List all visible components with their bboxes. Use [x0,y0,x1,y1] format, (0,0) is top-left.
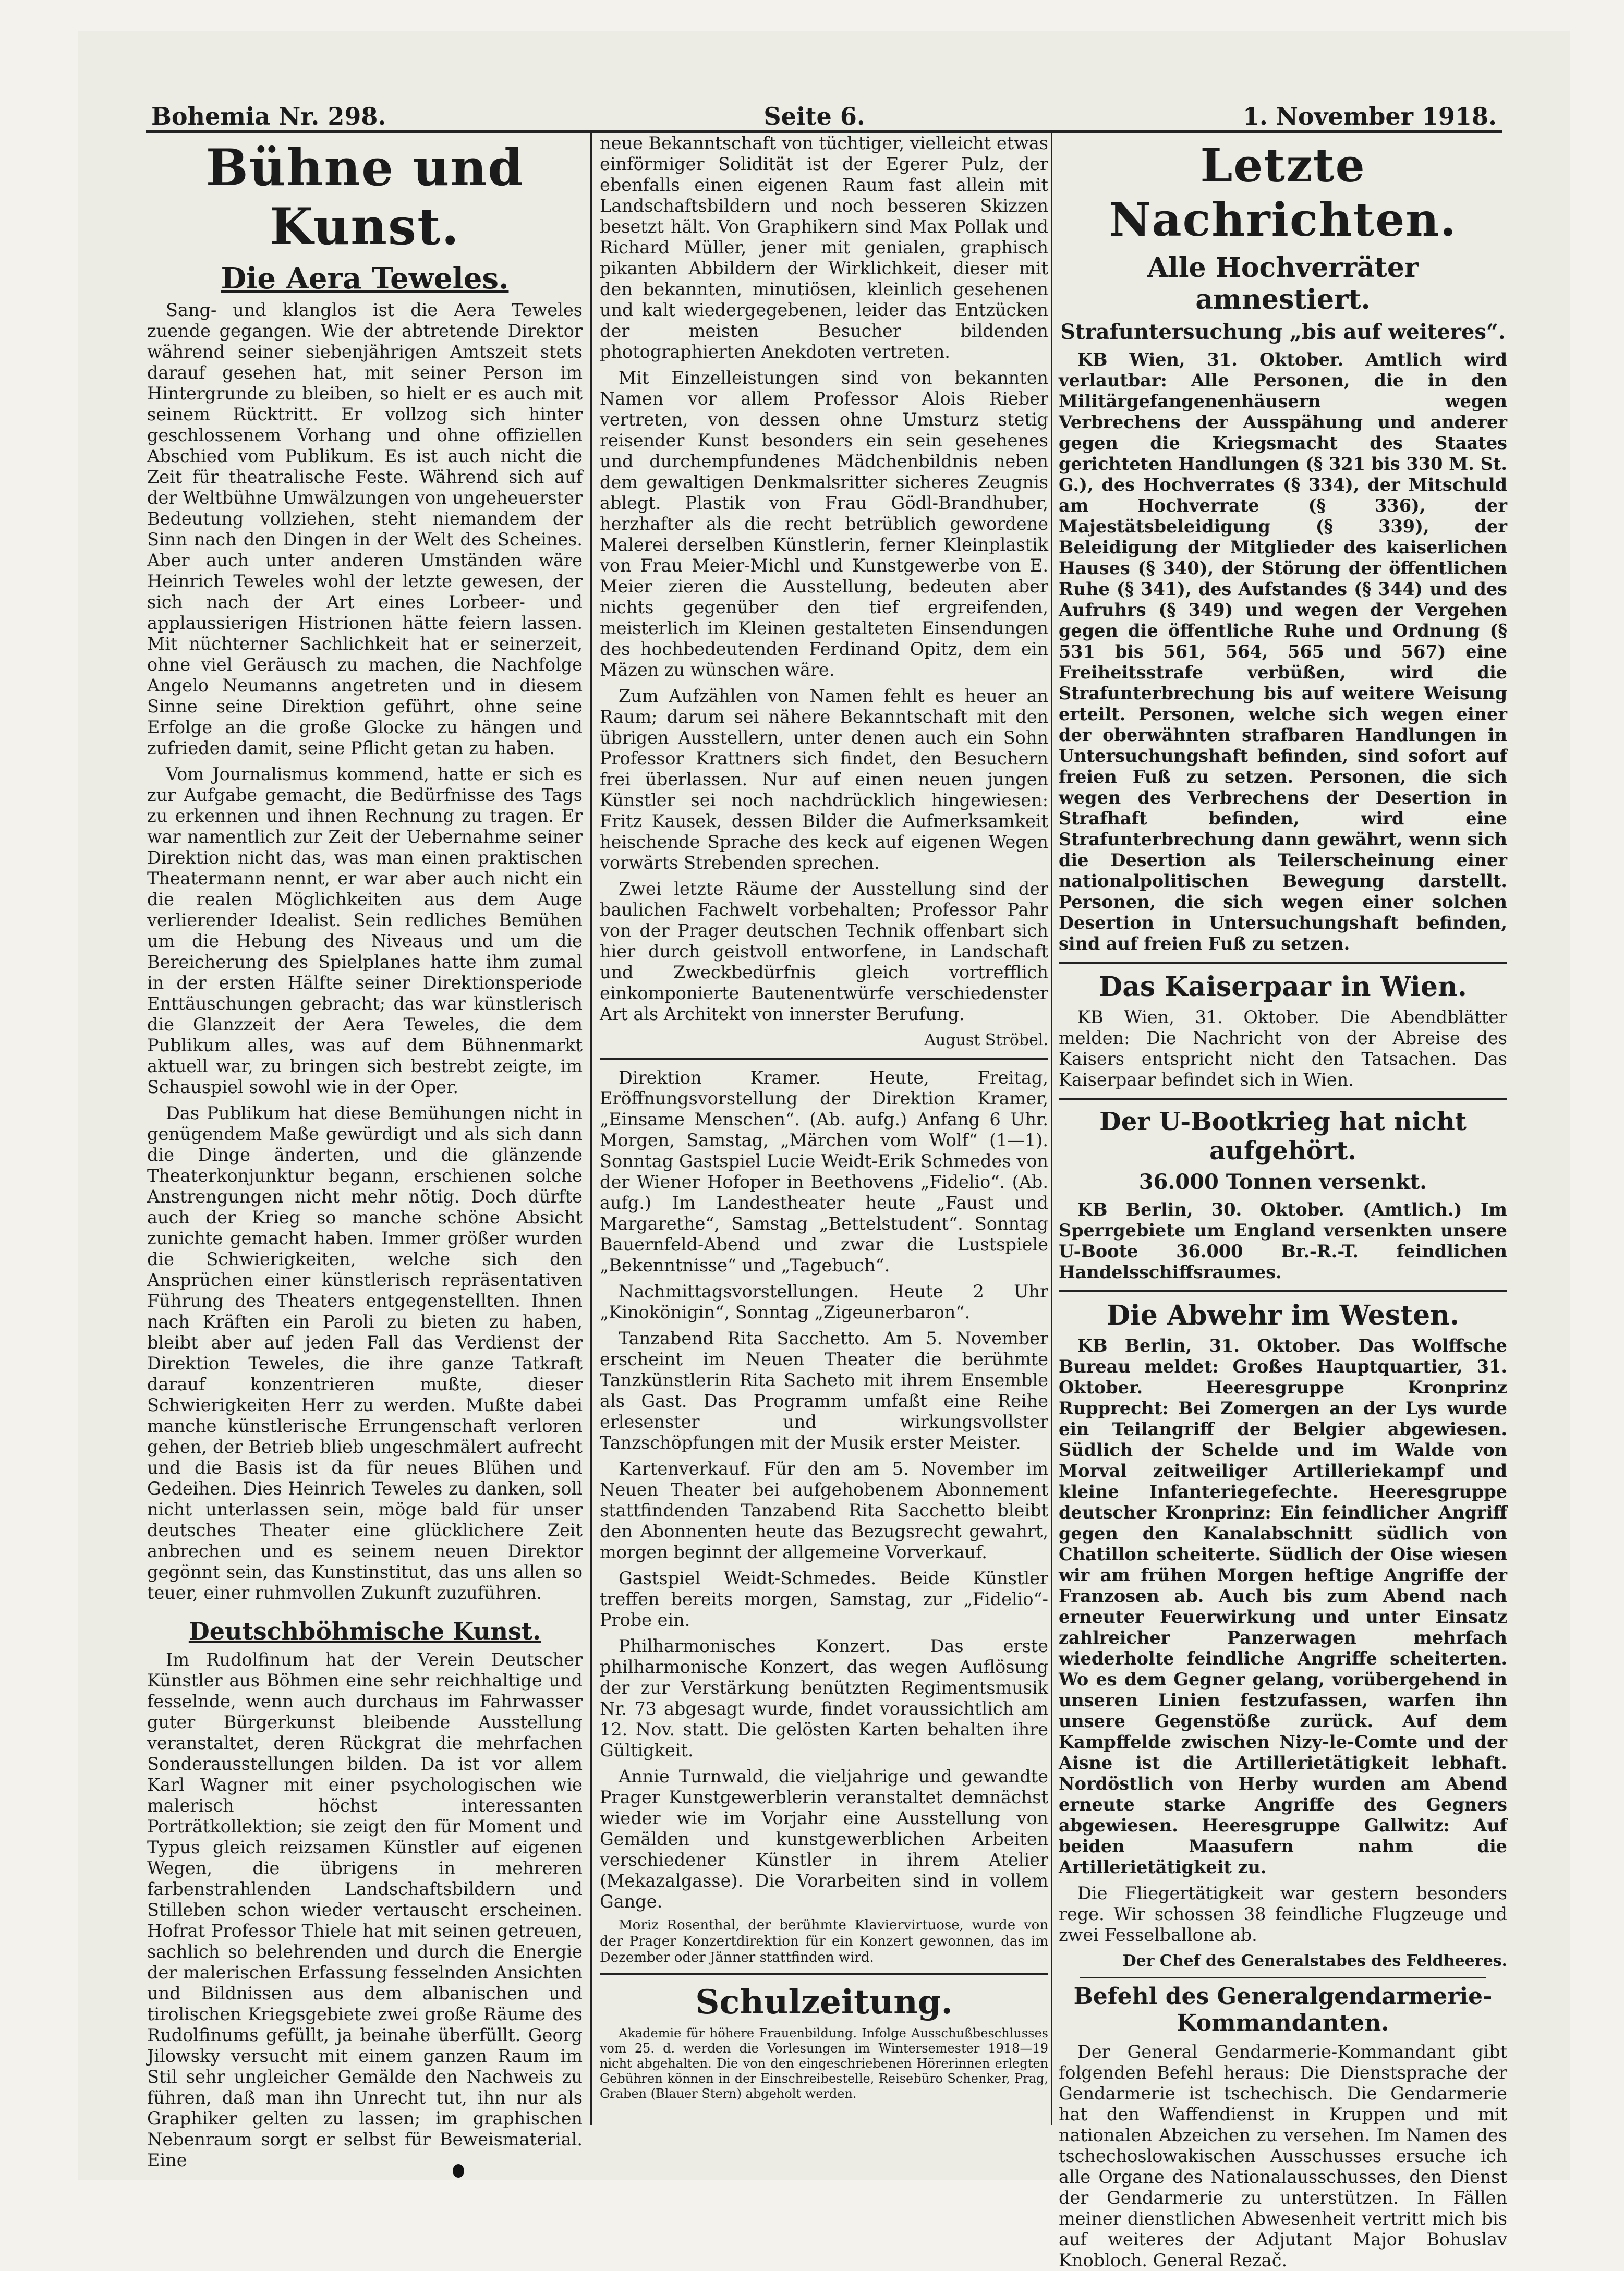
article-paragraph: Das Publikum hat diese Bemühungen nicht in genügendem Maße gewürdigt und als sich dann die Dinge änderten, und die glänzende Theaterkonjunktur begann, erschienen solche Anstrengungen nicht mehr nötig. Doch dürfte auch der Krieg so manche schöne Absicht zunichte gemacht haben. Immer größer wurden die Schwierigkeiten, welche sich den Ansprüchen einer künstlerisch repräsentativen Führung des Theaters entgegenstellten. Ihnen nach Kräften ein Paroli zu bieten zu haben, bleibt aber auf jeden Fall das Verdienst der Direktion Teweles, die ihre ganze Tatkraft darauf konzentrieren mußte, dieser Schwierigkeiten Herr zu werden. Mußte dabei manche künstlerische Errungenschaft verloren gehen, der Betrieb blieb ungeschmälert aufrecht und die Basis ist da für neues Blühen und Gedeihen. Dies Heinrich Teweles zu danken, soll nicht unterlassen sein, möge bald für unser deutsches Theater eine glücklichere Zeit anbrechen und es seinem neuen Direktor gegönnt sein, das Kunstinstitut, das uns allen so teuer, einer ruhmvollen Zukunft zuzuführen. [147,1103,583,1603]
theater-notice-small: Moriz Rosenthal, der berühmte Klaviervirtuose, wurde von der Prager Konzertdirektion für ein Konzert gewonnen, das im Dezember oder Jänner stattfinden wird. [600,1917,1048,1965]
column-left [147,133,583,2170]
article-title-u-bootkrieg: Der U-Bootkrieg hat nicht aufgehört. [1099,1107,1467,1165]
column-right [1059,133,1507,2270]
separator [1080,1977,1486,1978]
article-title-kaiserpaar: Das Kaiserpaar in Wien. [1099,971,1467,1003]
article-paragraph: Im Rudolfinum hat der Verein Deutscher Künstler aus Böhmen eine sehr reichhaltige und fesselnde, wenn auch durchaus im Fahrwasser guter Bürgerkunst bleibende Ausstellung veranstaltet, deren Rückgrat die mehrfachen Sonderausstellungen bilden. Da ist vor allem Karl Wagner mit einer psychologischen wie malerisch höchst interessanten Porträtkollektion; sie zeigt den für Moment und Typus gleich reizsamen Künstler auf eigenen Wegen, die übrigens in mehreren farbenstrahlenden Landschaftsbildern und Stilleben schon wieder vertauscht erscheinen. Hofrat Professor Thiele hat mit seinen getreuen, sachlich so belehrenden und durch die Energie der malerischen Erfassung fesselnden Ansichten und Bildnissen aus dem albanischen und tirolischen Kriegsgebiete zwei große Räume des Rudolfinums gefüllt, ja beinahe überfüllt. Georg Jilowsky versucht mit einem ganzen Raum im Stil sehr ungleicher Gemälde den Nachweis zu führen, daß man ihn Unrecht tut, ihn nur als Graphiker gelten zu lassen; im graphischen Nebenraum sorgt er selbst für Beweismaterial. Eine [147,1649,583,2170]
article-paragraph: KB Wien, 31. Oktober. Die Abendblätter melden: Die Nachricht von der Abreise des Kaisers entspricht nicht den Tatsachen. Das Kaiserpaar befindet sich in Wien. [1059,1007,1507,1090]
theater-notice: Tanzabend Rita Sacchetto. Am 5. November erscheint im Neuen Theater die berühmte Tanzkünstlerin Rita Sacheto mit ihrem Ensemble als Gast. Das Programm umfaßt eine Reihe erlesenster und wirkungsvollster Tanzschöpfungen mit der Musik erster Meister. [600,1328,1048,1453]
article-paragraph: Zum Aufzählen von Namen fehlt es heuer an Raum; darum sei nähere Bekanntschaft mit den übrigen Ausstellern, unter denen auch ein Sohn Professor Krattners sich findet, den Besuchern frei überlassen. Nur auf einen neuen jungen Künstler sei noch nachdrücklich hingewiesen: Fritz Kausek, dessen Bilder die Aufmerksamkeit heischende Sprache des keck auf eigenen Wegen vorwärts Strebenden sprechen. [600,686,1048,873]
article-paragraph: Mit Einzelleistungen sind von bekannten Namen vor allem Professor Alois Rieber vertreten, von dessen ohne Umsturz stetig reisender Kunst besonders ein sein gesehenes und durchempfundenes Mädchenbildnis neben dem gewaltigen Denkmalsritter sicheres Zeugnis ablegt. Plastik von Frau Gödl-Brandhuber, herzhafter als die recht betrüblich gewordene Malerei derselben Künstlerin, ferner Kleinplastik von Frau Meier-Michl und Kunstgewerbe von E. Meier zieren die Ausstellung, bedeuten aber nichts gegenüber den tief ergreifenden, meisterlich im Kleinen gestalteten Einsendungen des hochbedeutenden Ferdinand Opitz, dem ein Mäzen zu wünschen wäre. [600,368,1048,680]
column-middle [600,133,1048,2104]
theater-notice: Gastspiel Weidt-Schmedes. Beide Künstler treffen bereits morgen, Samstag, zur „Fidelio“-Probe ein. [600,1568,1048,1630]
column-rule-2 [1051,133,1052,2125]
school-notice: Akademie für höhere Frauenbildung. Infolge Ausschußbeschlusses vom 25. d. werden die Vorlesungen im Wintersemester 1918—19 nicht abgehalten. Die von den eingeschriebenen Hörerinnen erlegten Gebühren können in der Einschreibestelle, Reisebüro Schenker, Prag, Graben (Blauer Stern) abgeholt werden. [600,2026,1048,2101]
author-signature: August Ströbel. [924,1031,1048,1049]
article-paragraph: KB Berlin, 31. Oktober. Das Wolffsche Bureau meldet: Großes Hauptquartier, 31. Oktober. Heeresgruppe Kronprinz Rupprecht: Bei Zomergen an der Lys wurde ein Teilangriff der Belgier abgewiesen. Südlich der Schelde und im Walde von Morval zeitweiliger Artilleriekampf und kleine Infanteriegefechte. Heeresgruppe deutscher Kronprinz: Ein feindlicher Angriff gegen den Kanalabschnitt südlich von Chatillon scheiterte. Südlich der Oise wiesen wir am frühen Morgen heftige Angriffe der Franzosen ab. Auch bis zum Abend nach erneuter Feuerwirkung und unter Einsatz zahlreicher Panzerwagen mehrfach wiederholte feindliche Angriffe scheiterten. Wo es dem Gegner gelang, vorübergehend in unseren Linien festzufassen, warfen ihn unsere Gegenstöße zurück. Auf dem Kampffelde zwischen Nizy-le-Comte und der Aisne ist die Artillerietätigkeit lebhaft. Nordöstlich von Herby wurden am Abend erneute starke Angriffe des Gegners abgewiesen. Heeresgruppe Gallwitz: Auf beiden Maasufern nahm die Artillerietätigkeit zu. [1059,1335,1507,1877]
ink-spot [453,2164,464,2178]
article-title-aera-teweles: Die Aera Teweles. [221,261,509,296]
article-paragraph: Vom Journalismus kommend, hatte er sich es zur Aufgabe gemacht, die Bedürfnisse des Tags zu erkennen und ihnen Rechnung zu tragen. Er war namentlich zur Zeit der Uebernahme seiner Direktion nicht das, was man einen praktischen Theatermann nennt, er war aber auch nicht ein die realen Möglichkeiten aus dem Auge verlierender Idealist. Sein redliches Bemühen um die Hebung des Niveaus und um die Bereicherung des Spielplanes hatte ihm zumal in der ersten Hälfte seiner Direktionsperiode Enttäuschungen gebracht; das war künstlerisch die Glanzzeit der Aera Teweles, die dem Publikum alles, was auf dem Bühnenmarkt aktuell war, zu bringen sich bestrebt zeigte, im Schauspiel sowohl wie in der Oper. [147,764,583,1097]
article-paragraph: KB Berlin, 30. Oktober. (Amtlich.) Im Sperrgebiete um England versenkten unsere U-Boote 36.000 Br.-R.-T. feindlichen Handelsschiffsraumes. [1059,1199,1507,1282]
column-rule-1 [590,133,592,2125]
theater-notice: Nachmittagsvorstellungen. Heute 2 Uhr „Kinokönigin“, Sonntag „Zigeunerbaron“. [600,1281,1048,1322]
article-title-amnestie: Alle Hochverräter amnestiert. [1147,252,1419,315]
issue-number: Bohemia Nr. 298. [151,102,386,130]
article-paragraph: KB Wien, 31. Oktober. Amtlich wird verlautbar: Alle Personen, die in den Militärgefangenenhäusern wegen Verbrechens der Ausspähung und anderer gegen die Kriegsmacht des Staates gerichteten Handlungen (§ 321 bis 330 M. St. G.), des Hochverrates (§ 334), der Mitschuld am Hochverrate (§ 336), der Majestätsbeleidigung (§ 339), der Beleidigung der Mitglieder des kaiserlichen Hauses (§ 340), der Störung der öffentlichen Ruhe (§ 341), des Aufstandes (§ 344) und des Aufruhrs (§ 349) und wegen der Vergehen gegen die öffentliche Ruhe und Ordnung (§ 531 bis 561, 564, 565 und 567) eine Freiheitsstrafe verbüßen, wird die Strafunterbrechung bis auf weitere Weisung erteilt. Personen, welche sich wegen einer der oberwähnten strafbaren Handlungen in Untersuchungshaft befinden, sind sofort auf freien Fuß zu setzen. Personen, die sich wegen des Verbrechens der Desertion in Strafhaft befinden, wird eine Strafunterbrechung dann gewährt, wenn sich die Desertion als Teilerscheinung einer nationalpolitischen Bewegung darstellt. Personen, die sich wegen einer solchen Desertion in Untersuchungshaft befinden, sind auf freien Fuß zu setzen. [1059,349,1507,954]
theater-notice: Kartenverkauf. Für den am 5. November im Neuen Theater bei aufgehobenem Abonnement stattfindenden Tanzabend Rita Sacchetto bleibt den Abonnenten heute das Bezugsrecht gewahrt, morgen beginnt der allgemeine Vorverkauf. [600,1459,1048,1562]
section-heading-letzte-nachrichten: Letzte Nachrichten. [1109,138,1457,247]
section-heading-schulzeitung: Schulzeitung. [695,1983,953,2022]
article-title-gendarmerie: Befehl des Generalgendarmerie-Kommandanten. [1073,1983,1493,2036]
separator [600,1973,1048,1975]
page-number: Seite 6. [763,102,865,130]
article-paragraph: Die Fliegertätigkeit war gestern besonders rege. Wir schossen 38 feindliche Flugzeuge und zwei Fesselballone ab. [1059,1883,1507,1945]
article-subtitle-amnestie: Strafuntersuchung „bis auf weiteres“. [1060,320,1506,344]
theater-notice: Annie Turnwald, die vieljahrige und gewandte Prager Kunstgewerblerin veranstaltet demnächst wieder wie im Vorjahr eine Ausstellung von Gemälden und kunstgewerblichen Arbeiten verschiedener Künstler in ihrem Atelier (Mekazalgasse). Die Vorarbeiten sind in vollem Gange. [600,1766,1048,1912]
article-paragraph: Sang- und klanglos ist die Aera Teweles zuende gegangen. Wie der abtretende Direktor während seiner siebenjährigen Amtszeit stets darauf gesehen hat, mit seiner Person im Hintergrunde zu bleiben, so hielt er es auch mit seinem Rücktritt. Er vollzog sich hinter geschlossenem Vorhang und ohne offiziellen Abschied vom Publikum. Es ist auch nicht die Zeit für theatralische Feste. Während sich auf der Weltbühne Umwälzungen von ungeheuerster Bedeutung vollziehen, steht niemandem der Sinn nach den Dingen in der Welt des Scheines. Aber auch unter anderen Umständen wäre Heinrich Teweles wohl der letzte gewesen, der sich nach der Art eines Lorbeer- und applaussierigen Histrionen hätte feiern lassen. Mit nüchterner Sachlichkeit hat er seinerzeit, ohne viel Geräusch zu machen, die Nachfolge Angelo Neumanns angetreten und in diesem Sinne seine Direktion geführt, ohne seine Erfolge an die große Glocke zu hängen und zufrieden damit, seine Pflicht getan zu haben. [147,300,583,758]
article-paragraph: Der General Gendarmerie-Kommandant gibt folgenden Befehl heraus: Die Dienstsprache der Gendarmerie ist tschechisch. Die Gendarmerie hat den Waffendienst in Kruppen und mit nationalen Abzeichen zu versehen. Im Namen des tschechoslowakischen Ausschusses ersuche ich alle Organe des Nationalausschusses, den Dienst der Gendarmerie zu unterstützen. In Fällen meiner dienstlichen Abwesenheit vertritt mich bis auf weiteres der Adjutant Major Bohuslav Knobloch. General Rezač. [1059,2042,1507,2270]
section-heading-buehne: Bühne und Kunst. [205,138,524,256]
page-header [151,83,1497,130]
article-subtitle-u-bootkrieg: 36.000 Tonnen versenkt. [1138,1170,1427,1194]
separator [600,1058,1048,1060]
article-title-deutschboehmische-kunst: Deutschböhmische Kunst. [188,1617,541,1645]
article-title-abwehr-im-westen: Die Abwehr im Westen. [1106,1300,1460,1331]
article-paragraph: neue Bekanntschaft von tüchtiger, vielleicht etwas einförmiger Solidität ist der Egerer Pulz, der ebenfalls einen eigenen Raum fast allein mit Landschaftsbildern und noch besseren Skizzen besetzt hält. Von Graphikern sind Max Pollak und Richard Müller, jener mit genialen, graphisch pikanten Abbildern der Wirklichkeit, dieser mit den bekannten, minutiösen, kleinlich gesehenen und kalt wiedergegebenen, leider das Entzücken der meisten Besucher bildenden photographierten Anekdoten vertreten. [600,133,1048,362]
separator [1059,1098,1507,1100]
theater-notice: Philharmonisches Konzert. Das erste philharmonische Konzert, das wegen Auflösung der zur Verstärkung benützten Regimentsmusik Nr. 73 abgesagt wurde, findet voraussichtlich am 12. Nov. statt. Die gelösten Karten behalten ihre Gültigkeit. [600,1636,1048,1760]
separator [1059,962,1507,964]
article-signature: Der Chef des Generalstabes des Feldheeres. [1122,1952,1507,1970]
separator [1059,1290,1507,1292]
theater-notice: Direktion Kramer. Heute, Freitag, Eröffnungsvorstellung der Direktion Kramer, „Einsame Menschen“. (Ab. aufg.) Anfang 6 Uhr. Morgen, Samstag, „Märchen vom Wolf“ (1—1). Sonntag Gastspiel Lucie Weidt-Erik Schmedes von der Wiener Hofoper in Beethovens „Fidelio“. (Ab. aufg.) Im Landestheater heute „Faust und Margarethe“, Samstag „Bettelstudent“. Sonntag Bauernfeld-Abend und zwar die Lustspiele „Bekenntnisse“ und „Tagebuch“. [600,1067,1048,1276]
issue-date: 1. November 1918. [1242,102,1497,130]
article-paragraph: Zwei letzte Räume der Ausstellung sind der baulichen Fachwelt vorbehalten; Professor Pahr von der Prager deutschen Technik offenbart sich hier durch geistvoll entworfene, in Landschaft und Zweckbedürfnis gleich vortrefflich einkomponierte Bautenentwürfe verschiedenster Art als Architekt von innerster Berufung. [600,879,1048,1024]
